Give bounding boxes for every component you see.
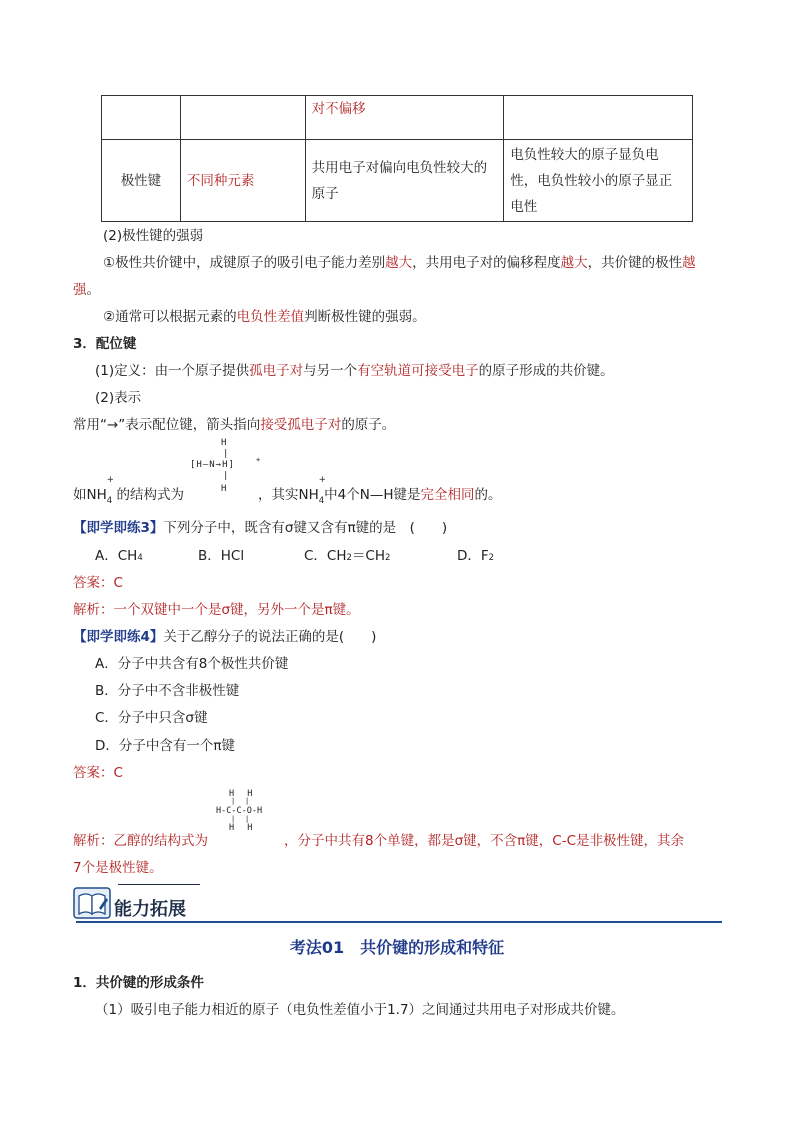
text: ，共用电子对的偏移程度 <box>412 255 561 271</box>
table-cell-line: 性，电负性较小的原子显正 <box>510 172 673 189</box>
q3-option-d <box>457 544 494 564</box>
text: 与另一个 <box>303 363 358 379</box>
highlight: 越大 <box>385 255 413 271</box>
bond-line: | <box>223 471 229 481</box>
highlight: 接受孤电子对 <box>260 417 342 433</box>
section-divider <box>76 921 722 923</box>
table-cell <box>180 140 305 222</box>
text: 中4个N—H键是 <box>324 487 421 503</box>
answer-label: 答案： <box>73 575 114 591</box>
question-text: 下列分子中，既含有σ键又含有π键的是 ( ) <box>163 520 448 536</box>
structure-row: H H <box>229 789 257 799</box>
bond-table <box>101 95 693 222</box>
text: (1)定义：由一个原子提供 <box>95 363 250 379</box>
table-cell: 极性键 <box>102 140 181 222</box>
ethanol-structure <box>216 789 286 835</box>
bond-line: | <box>231 797 236 805</box>
highlight: 完全相同 <box>420 487 475 503</box>
subsection-heading: 1．共价键的形成条件 <box>73 975 204 991</box>
subscript: 4 <box>137 553 143 563</box>
charge: + <box>256 456 261 464</box>
superscript: + <box>106 475 114 485</box>
table-row <box>102 140 693 222</box>
polar-para-1-cont <box>73 278 100 298</box>
subscript: 2 <box>346 553 352 563</box>
method-title: 考法01 共价键的形成和特征 <box>289 938 505 957</box>
text: ＝CH <box>351 548 386 564</box>
coord-rep-text <box>73 413 395 433</box>
q3-option-b: B．HCl <box>198 548 245 564</box>
answer-value: C <box>113 765 123 781</box>
q4-analysis-end: 7个是极性键。 <box>73 860 163 876</box>
q4-option-b: B．分子中不含非极性键 <box>95 683 240 699</box>
subscript: 4 <box>106 496 113 506</box>
subscript: 2 <box>385 553 391 563</box>
atom-label: H <box>221 438 227 448</box>
table-cell-line: 电性 <box>510 198 538 215</box>
text: 的结构式为 <box>116 487 184 503</box>
text: 如NH <box>73 487 107 503</box>
structure-row: H-C-C-O-H <box>216 806 263 816</box>
structure-row: H H <box>229 823 257 833</box>
q4-option-a: A．分子中共含有8个极性共价键 <box>95 656 289 672</box>
q3-answer <box>73 571 123 591</box>
q4-analysis: 解析：乙醇的结构式为 <box>73 833 208 849</box>
q4-option-c: C．分子中只含σ键 <box>95 710 208 726</box>
q3-analysis: 解析：一个双键中一个是σ键，另外一个是π键。 <box>73 602 360 618</box>
coord-example <box>73 475 184 506</box>
question-text: 关于乙醇分子的说法正确的是( ) <box>163 629 377 645</box>
subsection-para: （1）吸引电子能力相近的原子（电负性差值小于1.7）之间通过共用电子对形成共价键。 <box>95 1002 625 1018</box>
structure-row: [H—N→H] <box>190 460 235 470</box>
text: ②通常可以根据元素的 <box>103 309 237 325</box>
q4-analysis-cont: ，分子中共有8个单键，都是σ键，不含π键，C-C是非极性键，其余 <box>284 833 684 849</box>
table-row <box>102 96 693 140</box>
coord-definition <box>95 359 614 379</box>
text: 常用“→”表示配位键，箭头指向 <box>73 417 261 433</box>
q4-option-d: D．分子中含有一个π键 <box>95 738 236 754</box>
polar-heading: (2)极性键的强弱 <box>103 228 204 244</box>
table-cell <box>305 140 504 222</box>
text: ①极性共价键中，成键原子的吸引电子能力差别 <box>103 255 386 271</box>
bond-line: | <box>231 815 236 823</box>
question-tag: 【即学即练4】 <box>73 629 164 645</box>
text: 的原子形成的共价键。 <box>478 363 614 379</box>
table-cell <box>305 96 504 140</box>
table-cell <box>180 96 305 140</box>
text: C．CH <box>304 548 347 564</box>
bond-line: | <box>245 815 250 823</box>
q3-option-a <box>95 544 143 564</box>
text: 的。 <box>474 487 502 503</box>
text: 。 <box>86 282 100 298</box>
question-3 <box>73 516 447 536</box>
table-cell-line: 电负性较大的原子显负电 <box>510 146 659 163</box>
table-cell-line: 原子 <box>311 185 339 202</box>
title-rule <box>118 884 200 885</box>
coord-rep-heading: (2)表示 <box>95 390 142 406</box>
table-cell <box>504 96 693 140</box>
table-cell <box>504 140 693 222</box>
highlight: 强 <box>73 282 87 298</box>
text: 的原子。 <box>341 417 396 433</box>
book-icon <box>73 886 111 920</box>
highlight: 孤电子对 <box>249 363 304 379</box>
coord-example-cont <box>258 475 502 506</box>
bond-line: | <box>245 797 250 805</box>
question-tag: 【即学即练3】 <box>73 520 164 536</box>
subscript: 4 <box>318 496 325 506</box>
highlight: 越大 <box>560 255 588 271</box>
coord-heading: 3．配位键 <box>73 336 137 352</box>
section-title: 能力拓展 <box>114 899 186 920</box>
superscript: + <box>318 475 326 485</box>
subscript: 2 <box>488 553 495 563</box>
table-cell-line: 共用电子对偏向电负性较大的 <box>311 159 488 176</box>
table-cell-text: 不同种元素 <box>186 172 255 189</box>
text: ，共价键的极性 <box>587 255 683 271</box>
text: D．F <box>457 548 489 564</box>
q3-option-c <box>304 544 390 564</box>
highlight: 有空轨道可接受电子 <box>357 363 479 379</box>
table-cell-text: 对不偏移 <box>311 101 366 117</box>
atom-label: H <box>221 484 227 494</box>
text: ，其实NH <box>258 487 319 503</box>
answer-label: 答案： <box>73 765 114 781</box>
text: A．CH <box>95 548 138 564</box>
polar-para-1 <box>103 251 696 271</box>
text: 判断极性键的强弱。 <box>304 309 426 325</box>
q4-answer <box>73 761 123 781</box>
table-cell <box>102 96 181 140</box>
answer-value: C <box>113 575 123 591</box>
highlight: 越 <box>682 255 696 271</box>
polar-para-2 <box>103 305 426 325</box>
highlight: 电负性差值 <box>236 309 305 325</box>
question-4 <box>73 625 376 645</box>
bond-line: | <box>223 449 229 459</box>
